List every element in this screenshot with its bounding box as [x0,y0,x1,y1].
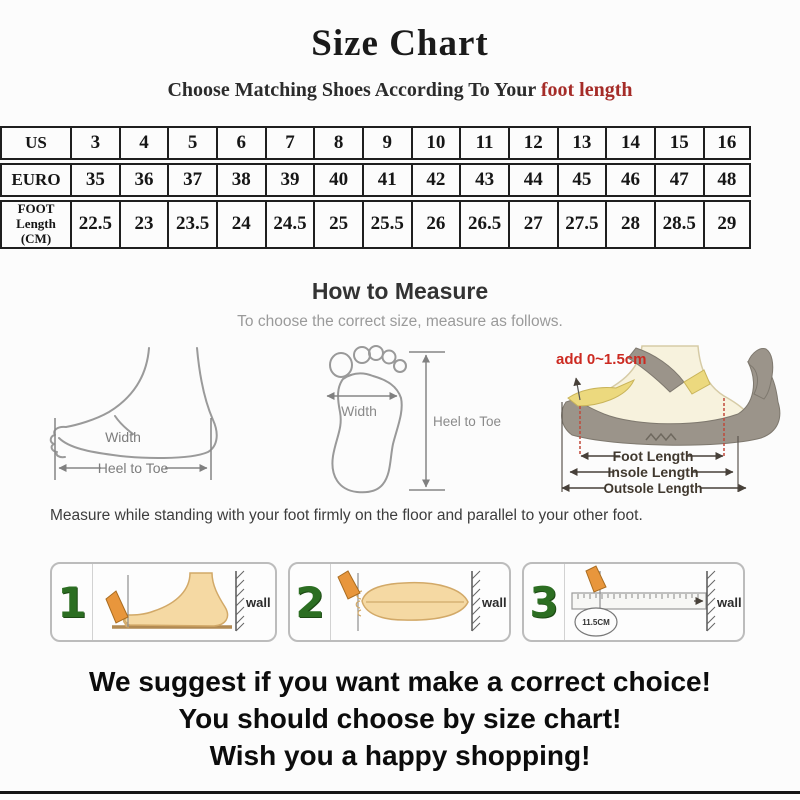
size-cell: 23 [119,200,168,249]
wall-label: wall [482,595,507,610]
foot-sole-length-label: Heel to Toe [433,414,502,429]
step-2-illustration [332,565,508,639]
wall-hatch [236,571,244,631]
step-3-illustration [566,565,743,639]
size-cell: 15 [654,126,703,160]
size-cell: 27 [508,200,557,249]
foot-top-shape [362,583,468,620]
size-cell: 43 [459,163,508,197]
size-cell: 28.5 [654,200,703,249]
foot-side-shape [124,573,228,626]
size-table-body [0,126,800,249]
wall-label: wall [246,595,271,610]
size-cell: 6 [216,126,265,160]
size-table-row-header: EURO [0,163,70,197]
size-cell: 26.5 [459,200,508,249]
size-cell: 35 [70,163,119,197]
footer-line-3: Wish you a happy shopping! [209,740,591,771]
footer-line-1: We suggest if you want make a correct choice! [89,666,711,697]
size-cell: 27.5 [557,200,606,249]
step-number: 2 [290,564,331,640]
page-subtitle [0,79,800,102]
page-title: Size Chart [311,23,489,64]
size-table-row-header: FOOT Length (CM) [0,200,70,249]
size-cell: 29 [703,200,752,249]
bottom-divider-bar [0,791,800,794]
size-cell: 28 [605,200,654,249]
pencil-icon [338,571,360,599]
size-cell: 47 [654,163,703,197]
foot-sole-width-label: Width [341,403,377,419]
size-cell: 8 [313,126,362,160]
size-cell: 22.5 [70,200,119,249]
size-cell: 7 [265,126,314,160]
how-to-measure-heading: How to Measure [311,278,489,304]
size-cell: 39 [265,163,314,197]
wall-hatch [472,571,480,631]
size-cell: 16 [703,126,752,160]
foot-side-length-label: Heel to Toe [97,460,169,476]
size-cell: 41 [362,163,411,197]
size-cell: 4 [119,126,168,160]
size-cell: 13 [557,126,606,160]
how-to-measure-subheading: To choose the correct size, measure as follows. [237,313,563,330]
foot-sole-outline [330,346,406,492]
step-number: 3 [524,564,565,640]
wall-hatch [707,571,715,631]
size-cell: 26 [411,200,460,249]
size-cell: 40 [313,163,362,197]
size-cell: 5 [167,126,216,160]
step-panel-1 [50,562,277,642]
foot-side-diagram [45,346,295,498]
size-cell: 45 [557,163,606,197]
standing-note: Measure while standing with your foot firmly on the floor and parallel to your other foot. [50,507,643,524]
size-cell: 25 [313,200,362,249]
foot-length-label: Foot Length [612,448,694,464]
pencil-icon [586,566,606,592]
outsole-length-label: Outsole Length [603,481,703,496]
size-table-row [0,163,800,197]
size-cell: 14 [605,126,654,160]
size-cell: 24 [216,200,265,249]
size-cell: 12 [508,126,557,160]
step-1-illustration [94,565,274,639]
size-cell: 48 [703,163,752,197]
step-panel-2 [288,562,511,642]
wall-label: wall [717,595,742,610]
size-table-row [0,126,800,160]
size-cell: 3 [70,126,119,160]
size-cell: 44 [508,163,557,197]
size-cell: 38 [216,163,265,197]
insole-length-label: Insole Length [607,464,699,480]
shoe-diagram [550,342,800,500]
size-cell: 10 [411,126,460,160]
size-table-row [0,200,800,249]
size-cell: 23.5 [167,200,216,249]
size-table [0,123,800,252]
size-cell: 46 [605,163,654,197]
pencil-icon [106,591,128,623]
size-cell: 24.5 [265,200,314,249]
size-cell: 36 [119,163,168,197]
size-cell: 11 [459,126,508,160]
subtitle-accent: foot length [540,79,633,101]
subtitle-main: Choose Matching Shoes According To Your [167,79,541,101]
ruler-reading: 11.5CM [582,618,610,627]
step-panel-3 [522,562,745,642]
size-cell: 37 [167,163,216,197]
step-number: 1 [52,564,93,640]
foot-side-width-label: Width [105,429,141,445]
footer-message [0,663,800,774]
size-table-row-header: US [0,126,70,160]
add-length-label: add 0~1.5cm [556,351,647,368]
footer-line-2: You should choose by size chart! [178,703,622,734]
size-cell: 42 [411,163,460,197]
size-cell: 9 [362,126,411,160]
foot-sole-diagram [305,342,505,502]
size-cell: 25.5 [362,200,411,249]
